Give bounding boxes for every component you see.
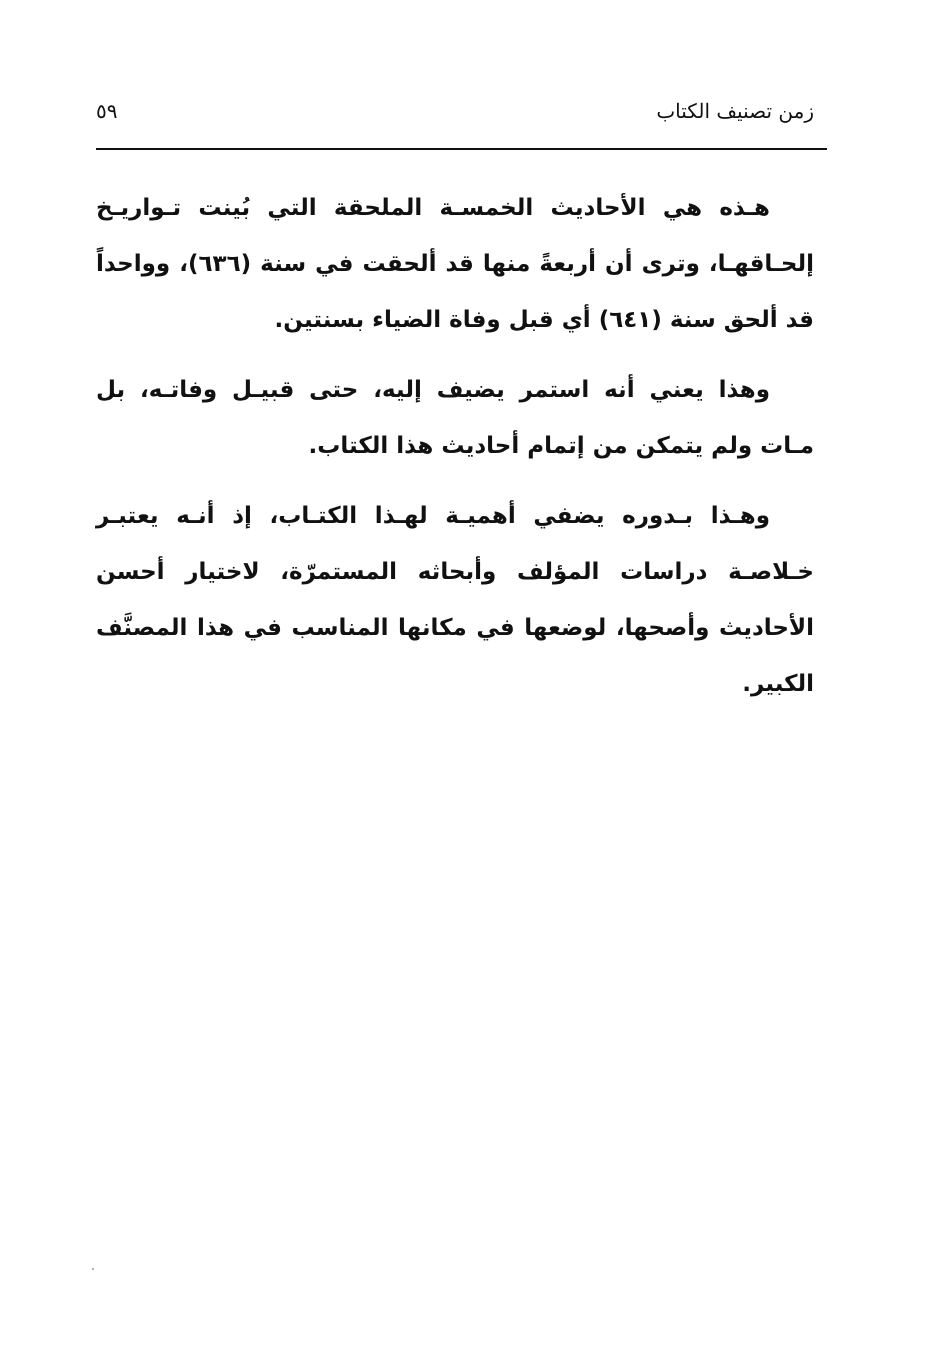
paragraph: وهـذا بـدوره يضفي أهميـة لهـذا الكتـاب، إذ أنـه يعتبـر خـلاصـة دراسات المؤلف وأبحاثه المستمرّة، لاختيار أحسن الأحاديث وأصحها، لوضعها في مكانها المناسب في هذا المصنَّف الكبير. — [96, 503, 814, 697]
page-number: ٥٩ — [96, 99, 118, 123]
chapter-title: زمن تصنيف الكتاب — [656, 99, 814, 123]
paragraph: هـذه هي الأحاديث الخمسـة الملحقة التي بُينت تـواريـخ إلحـاقهـا، وترى أن أربعةً منها قد ألحقت في سنة (٦٣٦)، وواحداً قد ألحق سنة (٦٤١) أي قبل وفاة الضياء بسنتين. — [96, 195, 814, 333]
scan-speck — [92, 1268, 94, 1270]
running-header — [96, 96, 814, 130]
body-text — [96, 180, 814, 726]
paragraph: وهذا يعني أنه استمر يضيف إليه، حتى قبيـل وفاتـه، بل مـات ولم يتمكن من إتمام أحاديث هذا الكتاب. — [96, 377, 814, 459]
header-divider — [96, 148, 827, 150]
